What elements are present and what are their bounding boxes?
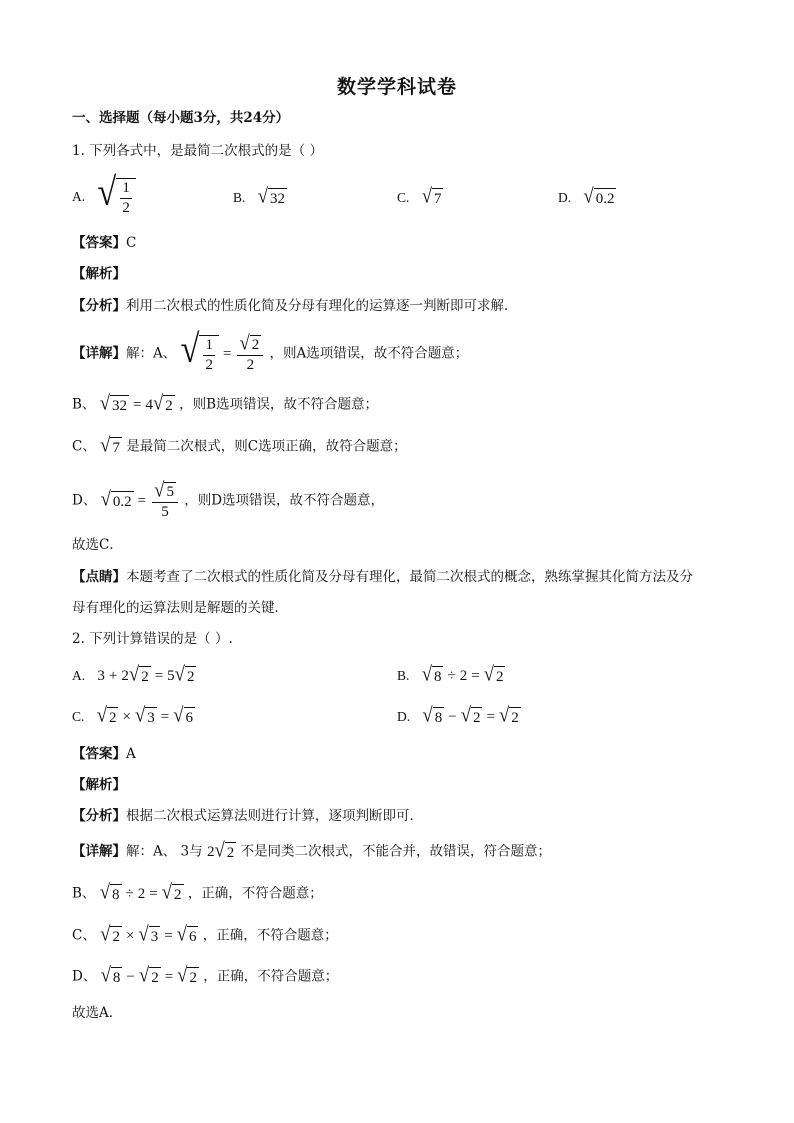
q2-detail-b-expr: √ 8 ÷ 2 = √ 2 <box>99 880 182 904</box>
detail-b-prefix: B、 <box>72 396 96 413</box>
detail-d-suffix: ，则D选项错误，故不符合题意， <box>184 492 385 509</box>
q2-stem: 2. 下列计算错误的是（ ）. <box>72 631 233 647</box>
q2-option-a[interactable] <box>72 662 196 686</box>
detail-a-prefix: 解：A、 <box>126 345 177 362</box>
q2-option-d-expr: √ 8 − √ 2 = √ 2 <box>422 703 519 727</box>
q2-detail-d <box>72 963 339 987</box>
detail-b-prefix: B、 <box>72 885 96 902</box>
detail-c-prefix: C、 <box>72 927 96 944</box>
q1-option-b-label: B. <box>233 189 246 205</box>
q2-option-d[interactable] <box>397 703 521 727</box>
fenxi-text: 利用二次根式的性质化简及分母有理化的运算逐一判断即可求解． <box>126 298 518 314</box>
q1-option-c-label: C. <box>397 189 410 205</box>
q1-option-b[interactable] <box>233 184 287 208</box>
q2-detail-d-expr: √ 8 − √ 2 = √ 2 <box>100 963 197 987</box>
dianjing-text-1: 本题考查了二次根式的性质化简及分母有理化，最简二次根式的概念，熟练掌握其化简方法及分 <box>126 569 693 585</box>
dianjing-tag: 【点睛】 <box>72 569 126 585</box>
answer-value: A <box>126 746 136 762</box>
q1-conclusion: 故选C． <box>72 537 123 553</box>
q2-fenxi <box>72 808 423 824</box>
q1-fenxi <box>72 298 518 314</box>
q1-detail-c <box>72 433 407 457</box>
q1-detail-b <box>72 391 378 415</box>
q1-option-d-expr: √ 0.2 <box>583 184 615 208</box>
answer-tag: 【答案】 <box>72 746 126 762</box>
q1-answer <box>72 235 136 251</box>
q2-option-b-label: B. <box>397 667 410 683</box>
q1-detail-a-expr: √ $\frac{1}{2}$ = √ 2 2 <box>181 335 266 373</box>
fenxi-text: 根据二次根式运算法则进行计算，逐项判断即可． <box>126 808 423 824</box>
q1-option-d[interactable] <box>558 184 616 208</box>
q2-option-c[interactable] <box>72 703 195 727</box>
q1-option-a[interactable] <box>72 170 136 216</box>
detail-a-suffix: 不是同类二次根式，不能合并，故错误，符合题意； <box>240 843 552 860</box>
q1-detail-c-expr: √ 7 <box>100 433 120 457</box>
q2-detail-c <box>72 922 338 946</box>
q1-option-a-label: A. <box>72 188 86 204</box>
q1-detail-b-expr: √ 32 = 4 √ 2 <box>99 391 173 415</box>
detail-c-prefix: C、 <box>72 438 96 455</box>
q2-option-d-label: D. <box>397 708 411 724</box>
page-title: 数学学科试卷 <box>336 76 457 98</box>
detail-a-suffix: ，则A选项错误，故不符合题意； <box>269 345 469 362</box>
q1-detail-d-expr: √ 0.2 = √ 5 5 <box>101 482 180 520</box>
fenxi-tag: 【分析】 <box>72 808 126 824</box>
detail-tag: 【详解】 <box>72 345 126 362</box>
q2-option-b-expr: √ 8 ÷ 2 = √ 2 <box>421 662 504 686</box>
q2-conclusion: 故选A． <box>72 1005 123 1021</box>
q2-answer <box>72 746 136 762</box>
q2-option-c-label: C. <box>72 708 85 724</box>
q2-option-b[interactable] <box>397 662 505 686</box>
q2-detail-a-expr: 2 √ 2 <box>206 838 235 862</box>
q1-option-c-expr: √ 7 <box>421 184 442 208</box>
q2-analysis-tag: 【解析】 <box>72 777 126 793</box>
q2-detail-b <box>72 880 323 904</box>
q2-detail-c-expr: √ 2 × √ 3 = √ 6 <box>100 922 197 946</box>
q1-option-a-expr: √ $\frac{1}{2}$ <box>97 178 135 216</box>
q2-option-a-label: A. <box>72 667 86 683</box>
detail-b-suffix: ，正确，不符合题意； <box>187 885 323 902</box>
section-heading: 一、选择题（每小题3分，共24分） <box>72 110 290 126</box>
q1-stem: 1. 下列各式中，是最简二次根式的是（ ） <box>72 143 323 159</box>
detail-tag: 【详解】 <box>72 843 126 860</box>
q1-option-d-label: D. <box>558 189 572 205</box>
q1-detail-d <box>72 478 385 520</box>
detail-d-suffix: ，正确，不符合题意； <box>203 968 339 985</box>
q2-option-c-expr: √ 2 × √ 3 = √ 6 <box>96 703 194 727</box>
detail-a-prefix: 解：A、 3与 <box>126 843 203 860</box>
q2-option-a-expr: 3 + 2 √ 2 = 5 √ 2 <box>97 662 195 686</box>
q1-dianjing-1 <box>72 569 693 585</box>
detail-d-prefix: D、 <box>72 492 97 509</box>
detail-b-suffix: ，则B选项错误，故不符合题意； <box>179 396 378 413</box>
q1-analysis-tag: 【解析】 <box>72 266 126 282</box>
q1-dianjing-2: 母有理化的运算法则是解题的关键． <box>72 600 288 616</box>
q1-detail-a <box>72 327 469 373</box>
fenxi-tag: 【分析】 <box>72 298 126 314</box>
q1-option-b-expr: √ 32 <box>257 184 285 208</box>
answer-tag: 【答案】 <box>72 235 126 251</box>
q1-option-c[interactable] <box>397 184 443 208</box>
q2-detail-a <box>72 838 552 862</box>
detail-c-suffix: ，正确，不符合题意； <box>202 927 338 944</box>
answer-value: C <box>126 235 137 251</box>
detail-c-suffix: 是最简二次根式，则C选项正确，故符合题意； <box>126 438 407 455</box>
detail-d-prefix: D、 <box>72 968 97 985</box>
